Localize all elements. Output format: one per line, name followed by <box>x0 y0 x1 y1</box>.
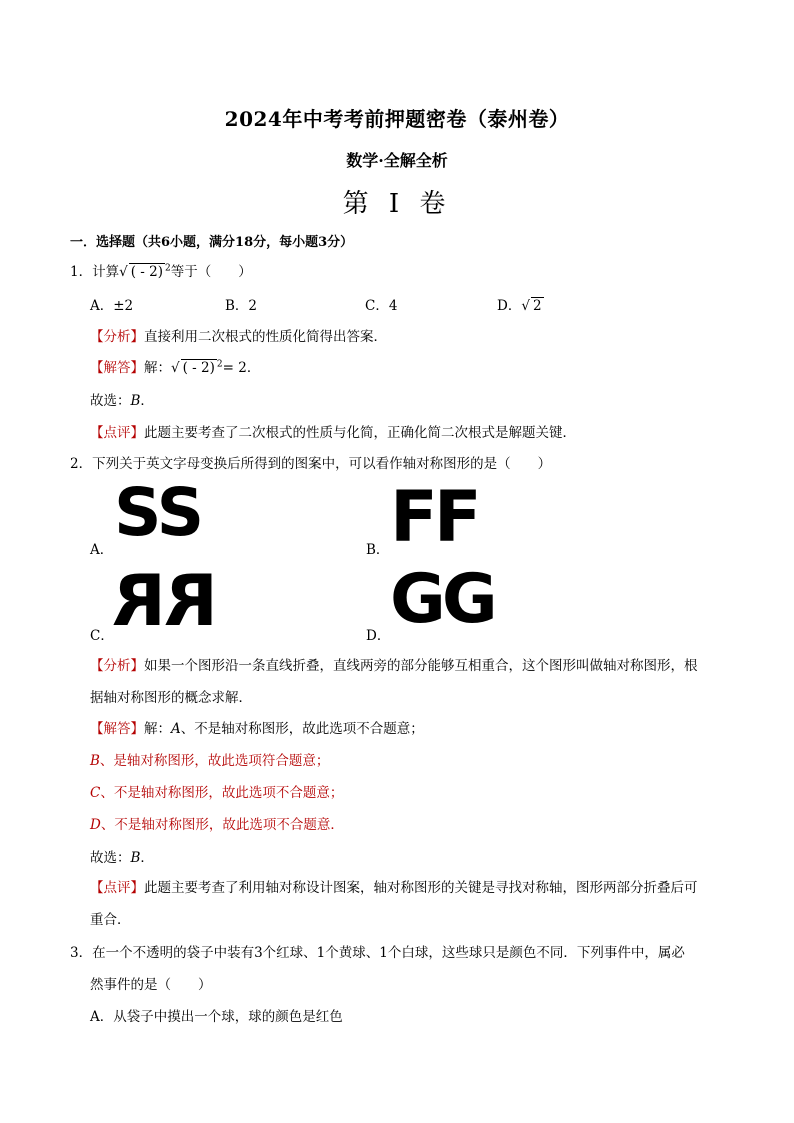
q2-option-d-figure <box>390 560 508 639</box>
page-subtitle: 数学·全解全析 <box>346 151 448 170</box>
q1-answer-tag: 【解答】 <box>90 360 144 376</box>
question-1-stem <box>70 260 252 280</box>
page-title: 2024年中考考前押题密卷（泰州卷） <box>224 107 570 131</box>
q2-choose-end: ． <box>140 850 154 866</box>
q1-choose-letter: B <box>130 393 141 409</box>
q2-option-d-letters: GG <box>390 560 494 639</box>
q1-option-b: B．2 <box>225 298 258 314</box>
q2-choose-label: 故选： <box>90 850 131 866</box>
q2-line-c-text: 、不是轴对称图形，故此选项不合题意； <box>100 785 344 801</box>
q2-analysis-text-1: 如果一个图形沿一条直线折叠，直线两旁的部分能够互相重合，这个图形叫做轴对称图形，根 <box>144 658 698 674</box>
q2-analysis-line-2: 据轴对称图形的概念求解． <box>90 690 252 706</box>
q1-analysis-tag: 【分析】 <box>90 329 144 345</box>
q2-option-c-letters: RR <box>114 560 218 642</box>
q1-comment-text: 此题主要考查了二次根式的性质与化简，正确化简二次根式是解题关键． <box>144 425 576 441</box>
q1-analysis <box>90 325 387 345</box>
q2-answer-line-a <box>90 717 424 737</box>
q1-answer-prefix: 解： <box>144 360 171 376</box>
q2-choose-letter: B <box>130 850 141 866</box>
q2-answer-prefix: 解： <box>144 721 171 737</box>
q1-choose-label: 故选： <box>90 393 131 409</box>
q1-option-d-sqrt: √ 2 <box>521 298 542 314</box>
q2-comment-tag: 【点评】 <box>90 880 144 896</box>
q1-option-c: C．4 <box>365 298 398 314</box>
q2-option-a-figure <box>114 474 204 551</box>
q2-option-a-label: A． <box>90 542 114 558</box>
q2-answer-tag: 【解答】 <box>90 721 144 737</box>
q1-option-d <box>497 294 544 314</box>
q2-answer-line-b <box>90 749 329 769</box>
q2-line-d-letter: D <box>90 817 101 833</box>
q1-answer <box>90 356 260 376</box>
q2-option-b-figure <box>390 476 478 558</box>
q1-answer-suffix: = 2． <box>222 360 261 376</box>
q1-choose-end: ． <box>140 393 154 409</box>
q2-option-b-letters: FF <box>390 476 478 558</box>
question-2-stem: 2．下列关于英文字母变换后所得到的图案中，可以看作轴对称图形的是（ ） <box>70 456 552 472</box>
q2-option-c-label: C． <box>90 628 114 644</box>
part-heading: 第 I 卷 <box>342 189 452 219</box>
q2-comment-text-1: 此题主要考查了利用轴对称设计图案，轴对称图形的关键是寻找对称轴，图形两部分折叠后可 <box>144 880 698 896</box>
q1-choose <box>90 389 154 409</box>
q3-option-a: A．从袋子中摸出一个球，球的颜色是红色 <box>90 1009 343 1025</box>
q1-comment-tag: 【点评】 <box>90 425 144 441</box>
q1-answer-exponent: 2 <box>216 359 223 370</box>
q1-analysis-text: 直接利用二次根式的性质化简得出答案． <box>144 329 387 345</box>
q2-option-c-figure <box>114 560 224 642</box>
q1-answer-sqrt: √ ( - 2) $^2$ <box>171 359 223 376</box>
q2-option-b-label: B． <box>366 542 390 558</box>
q1-option-a: A．±2 <box>90 298 134 314</box>
q2-line-d-text: 、不是轴对称图形，故此选项不合题意． <box>100 817 344 833</box>
q1-comment <box>90 421 576 441</box>
q1-option-d-radicand: 2 <box>532 298 542 314</box>
q1-radicand: ( - 2) <box>130 264 163 280</box>
question-3-stem-line-1: 3．在一个不透明的袋子中装有3个红球、1个黄球、1个白球，这些球只是颜色不同．下列事件中，属必 <box>70 945 685 961</box>
q1-prefix: 1．计算 <box>70 264 120 280</box>
q1-exponent: 2 <box>164 263 171 274</box>
q2-analysis-line-1 <box>90 654 698 674</box>
q2-line-c-letter: C <box>90 785 101 801</box>
q2-answer-line-c <box>90 781 343 801</box>
section-heading: 一．选择题（共6小题，满分18分，每小题3分） <box>70 235 354 250</box>
q2-option-a-letters: SS <box>114 474 203 551</box>
q1-answer-radicand: ( - 2) <box>182 360 215 376</box>
q1-suffix: 等于（ ） <box>170 264 252 280</box>
q2-option-d-label: D． <box>366 628 391 644</box>
q2-choose <box>90 846 154 866</box>
q2-line-b-letter: B <box>90 753 100 769</box>
question-3-stem-line-2: 然事件的是（ ） <box>90 977 212 993</box>
q2-line-a-letter: A <box>171 721 181 737</box>
q2-answer-line-d <box>90 813 344 833</box>
q2-line-a-text: 、不是轴对称图形，故此选项不合题意； <box>180 721 424 737</box>
q2-analysis-tag: 【分析】 <box>90 658 144 674</box>
q2-comment-line-2: 重合． <box>90 912 131 928</box>
q2-line-b-text: 、是轴对称图形，故此选项符合题意； <box>99 753 330 769</box>
q1-option-d-label: D． <box>497 298 522 314</box>
q1-sqrt: √ ( - 2) $^2$ <box>119 263 171 280</box>
q2-comment-line-1 <box>90 876 698 896</box>
